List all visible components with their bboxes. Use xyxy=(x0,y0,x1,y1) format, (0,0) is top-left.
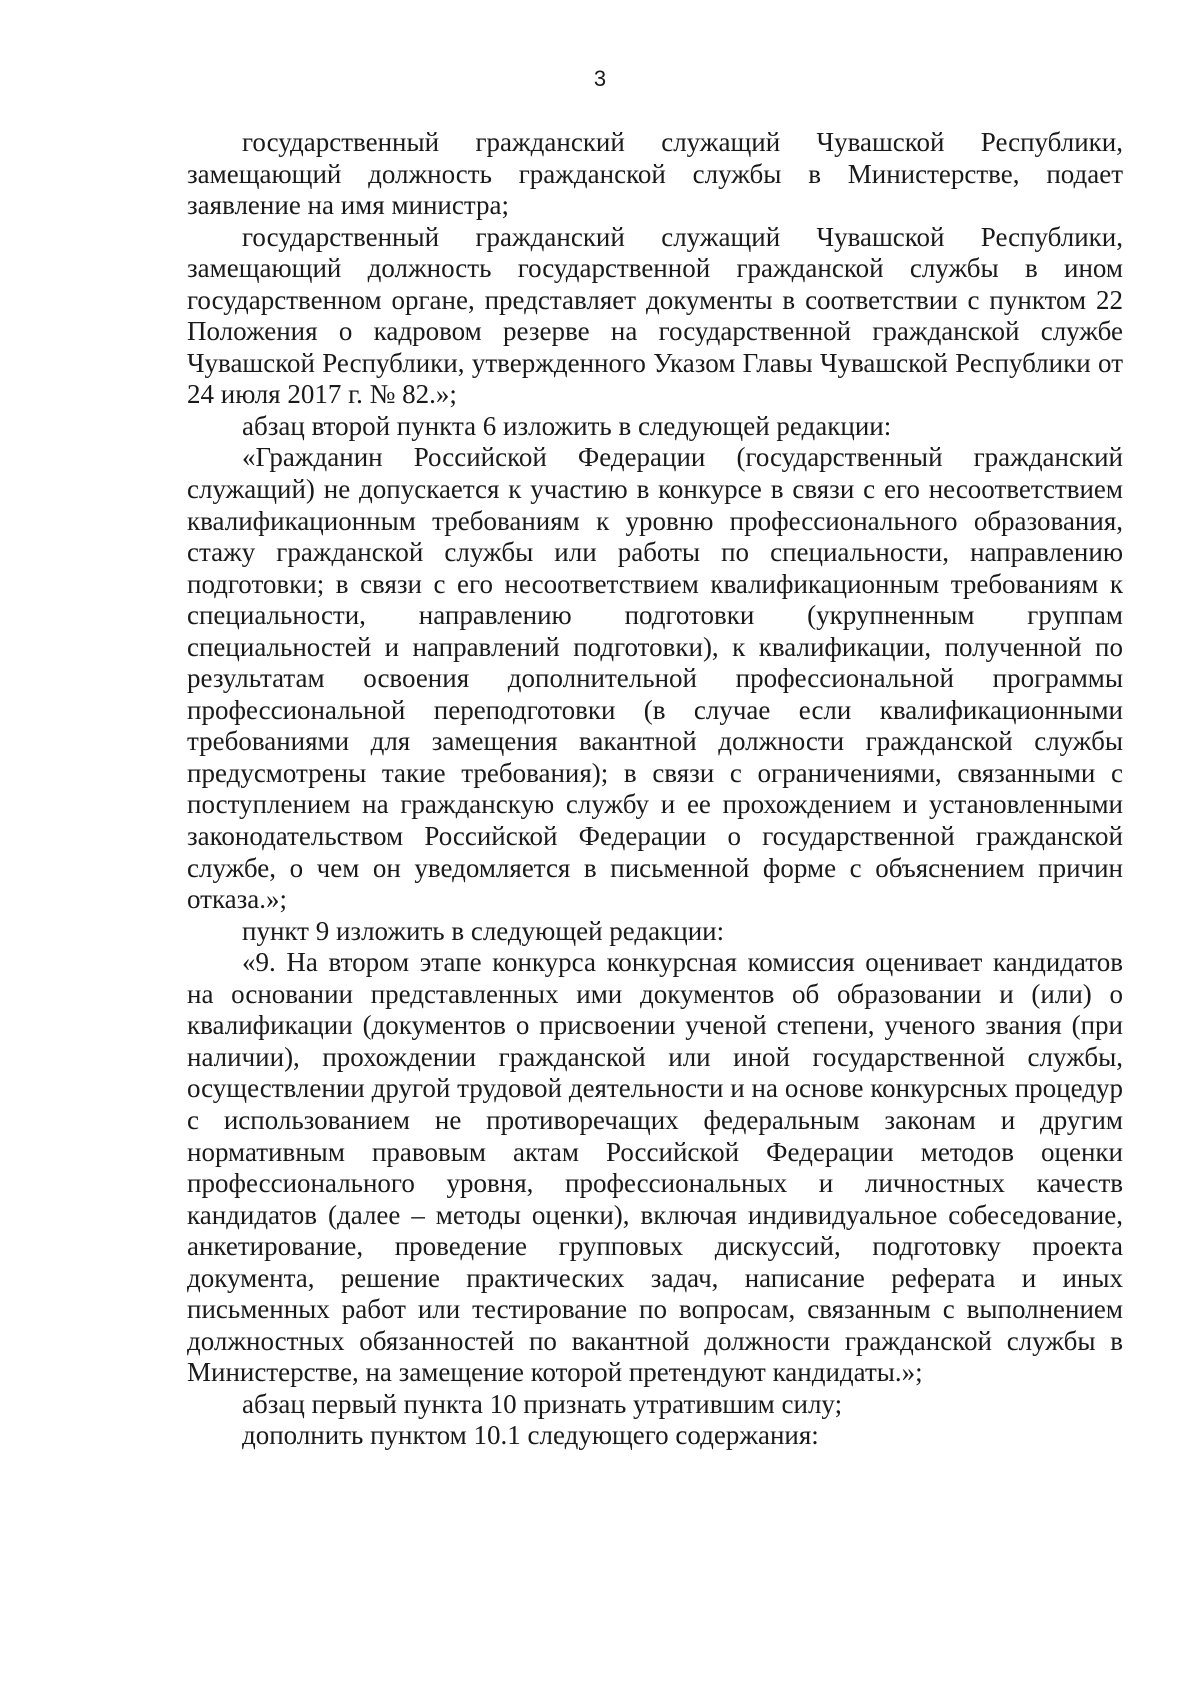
paragraph-7: абзац первый пункта 10 признать утратившим силу; xyxy=(242,1388,843,1419)
paragraph-1: государственный гражданский служащий Чувашской Республики, замещающий должность гражданской службы в Министерстве, подает заявление на имя министра; xyxy=(187,127,1123,221)
paragraph-6: «9. На втором этапе конкурса конкурсная комиссия оценивает кандидатов на основании представленных ими документов об образовании и (или) о квалификации (документов о присвоении ученой степени, ученого звания (при наличии), прохождении гражданской или иной государственной службы, осуществлении другой трудовой деятельности и на основе конкурсных процедур с использованием не противоречащих федеральным законам и другим нормативным правовым актам Российской Федерации методов оценки профессионального уровня, профессиональных и личностных качеств кандидатов (далее – методы оценки), включая индивидуальное собеседование, анкетирование, проведение групповых дискуссий, подготовку проекта документа, решение практических задач, написание реферата и иных письменных работ или тестирование по вопросам, связанным с выполнением должностных обязанностей по вакантной должности гражданской службы в Министерстве, на замещение которой претендуют кандидаты.»; xyxy=(187,947,1123,1388)
paragraph-5: пункт 9 изложить в следующей редакции: xyxy=(242,915,725,946)
paragraph-3: абзац второй пункта 6 изложить в следующей редакции: xyxy=(242,410,892,441)
paragraph-8: дополнить пунктом 10.1 следующего содержания: xyxy=(242,1420,819,1451)
page-number: 3 xyxy=(593,66,607,91)
paragraph-2: государственный гражданский служащий Чувашской Республики, замещающий должность государственной гражданской службы в ином государственном органе, представляет документы в соответствии с пунктом 22 Положения о кадровом резерве на государственной гражданской службе Чувашской Республики, утвержденного Указом Главы Чувашской Республики от 24 июля 2017 г. № 82.»; xyxy=(187,221,1123,410)
document-body xyxy=(187,127,1123,1452)
paragraph-4: «Гражданин Российской Федерации (государственный гражданский служащий) не допускается к участию в конкурсе в связи с его несоответствием квалификационным требованиям к уровню профессионального образования, стажу гражданской службы или работы по специальности, направлению подготовки; в связи с его несоответствием квалификационным требованиям к специальности, направлению подготовки (укрупненным группам специальностей и направлений подготовки), к квалификации, полученной по результатам освоения дополнительной профессиональной программы профессиональной переподготовки (в случае если квалификационными требованиями для замещения вакантной должности гражданской службы предусмотрены такие требования); в связи с ограничениями, связанными с поступлением на гражданскую службу и ее прохождением и установленными законодательством Российской Федерации о государственной гражданской службе, о чем он уведомляется в письменной форме с объяснением причин отказа.»; xyxy=(187,442,1123,915)
